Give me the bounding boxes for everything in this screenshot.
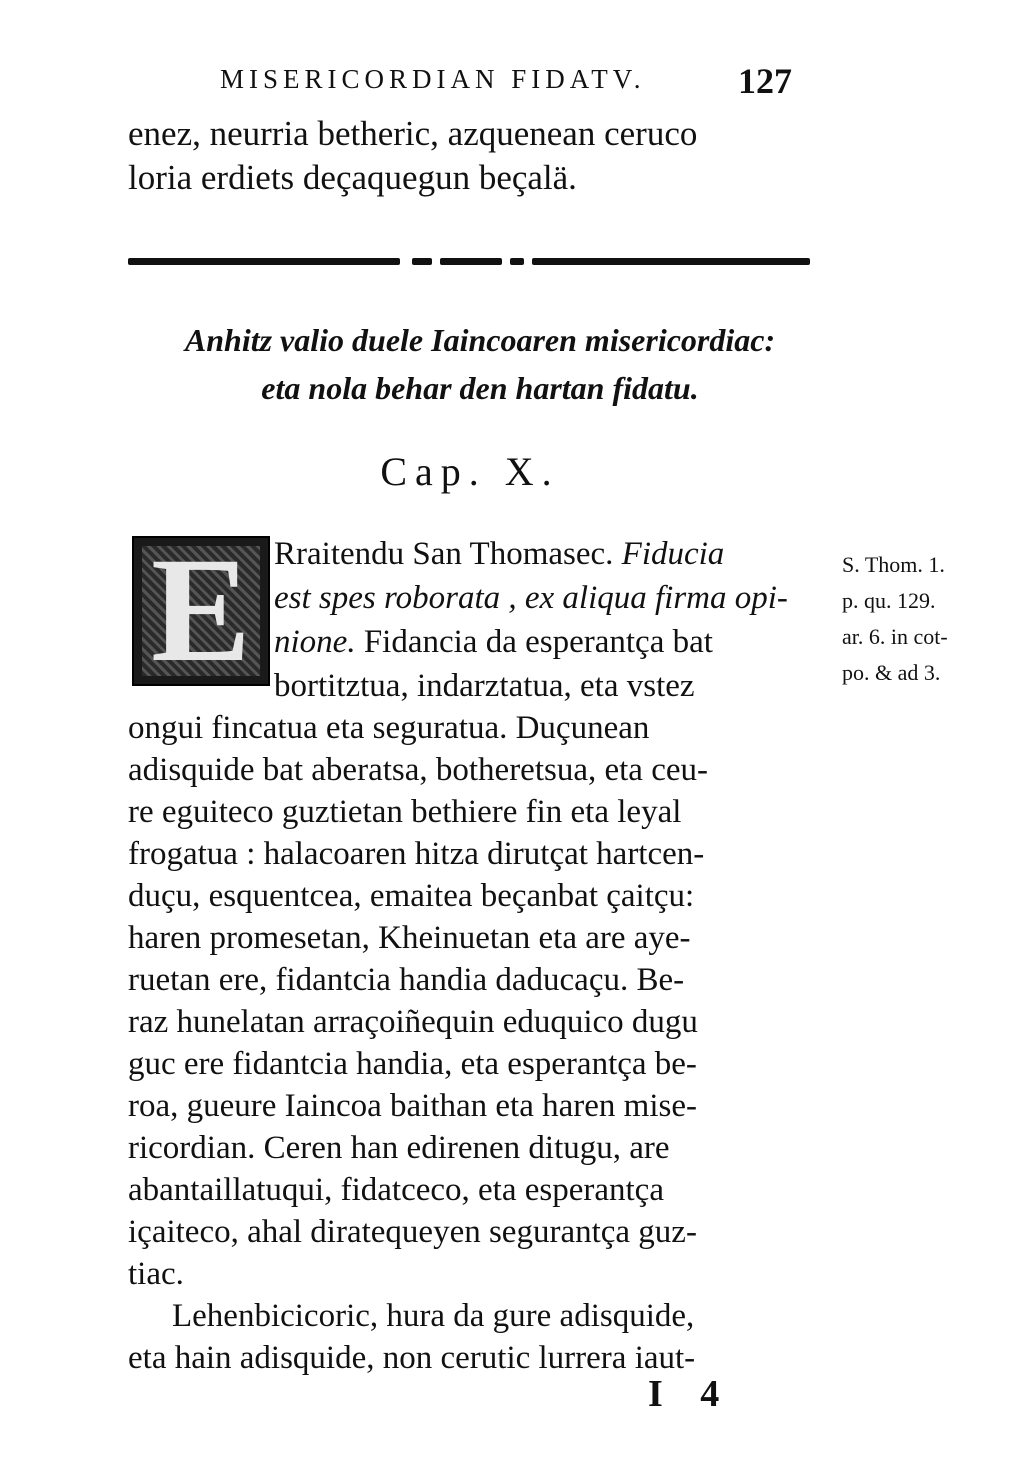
body-line-5: ongui fincatua eta seguratua. Duçunean <box>128 710 650 746</box>
body-line-19: Lehenbicicoric, hura da gure adisquide, <box>172 1298 695 1334</box>
signature-mark: I 4 <box>648 1373 734 1415</box>
body-line-15: ricordian. Ceren han edirenen ditugu, are <box>128 1130 670 1166</box>
latin-quote: Fiducia <box>621 536 725 572</box>
chapter-summary-line-1: Anhitz valio duele Iaincoaren misericordiac: <box>184 322 776 358</box>
body-line-10: haren promesetan, Kheinuetan eta are aye- <box>128 920 691 956</box>
margin-note-1: S. Thom. 1. <box>842 552 945 577</box>
body-line-12: raz hunelatan arraçoiñequin eduquico dugu <box>128 1004 698 1040</box>
latin-quote: est spes roborata , ex aliqua firma opi- <box>274 580 788 616</box>
body-text: Rraitendu San Thomasec. <box>274 536 622 572</box>
body-line-3 <box>274 622 713 662</box>
running-title: MISERICORDIAN FIDATV. <box>220 64 646 94</box>
body-line-6: adisquide bat aberatsa, botheretsua, eta ceu- <box>128 752 708 788</box>
chapter-summary-line-2: eta nola behar den hartan fidatu. <box>261 370 699 406</box>
body-line-2 <box>274 578 788 618</box>
body-line-16: abantaillatuqui, fidatceco, eta esperantça <box>128 1172 664 1208</box>
body-line-13: guc ere fidantcia handia, eta esperantça be- <box>128 1046 697 1082</box>
body-line-8: frogatua : halacoaren hitza dirutçat hartcen- <box>128 836 705 872</box>
body-line-14: roa, gueure Iaincoa baithan eta haren mise- <box>128 1088 697 1124</box>
running-head <box>220 60 820 100</box>
rule-segment <box>532 258 810 265</box>
initial-letter: E <box>150 527 252 693</box>
ornamental-rule <box>128 258 810 266</box>
body-line-17: içaiteco, ahal diratequeyen segurantça guz- <box>128 1214 697 1250</box>
decorated-initial <box>132 527 270 693</box>
body-line-4: bortitztua, indarztatua, eta vstez <box>274 668 695 704</box>
body-line-9: duçu, esquentcea, emaitea beçanbat çaitçu: <box>128 878 695 914</box>
margin-note-2: p. qu. 129. <box>842 588 936 613</box>
body-text: Fidancia da esperantça bat <box>355 624 713 660</box>
body-line-1 <box>274 534 724 574</box>
body-line-11: ruetan ere, fidantcia handia daducaçu. Be- <box>128 962 685 998</box>
carryover-line-2: loria erdiets deçaquegun beçalä. <box>128 158 577 197</box>
chapter-title: Cap. X. <box>380 449 560 494</box>
page-number: 127 <box>738 61 792 101</box>
body-line-20: eta hain adisquide, non cerutic lurrera iaut- <box>128 1340 696 1376</box>
body-line-7: re eguiteco guztietan bethiere fin eta leyal <box>128 794 682 830</box>
rule-segment <box>128 258 400 265</box>
latin-quote: nione. <box>274 624 356 660</box>
carryover-line-1: enez, neurria betheric, azquenean ceruco <box>128 114 698 153</box>
margin-note-3: ar. 6. in cot- <box>842 624 948 649</box>
rule-segment <box>412 258 432 265</box>
rule-segment <box>440 258 502 265</box>
rule-segment <box>510 258 524 265</box>
margin-note-4: po. & ad 3. <box>842 660 941 685</box>
body-line-18: tiac. <box>128 1256 184 1292</box>
